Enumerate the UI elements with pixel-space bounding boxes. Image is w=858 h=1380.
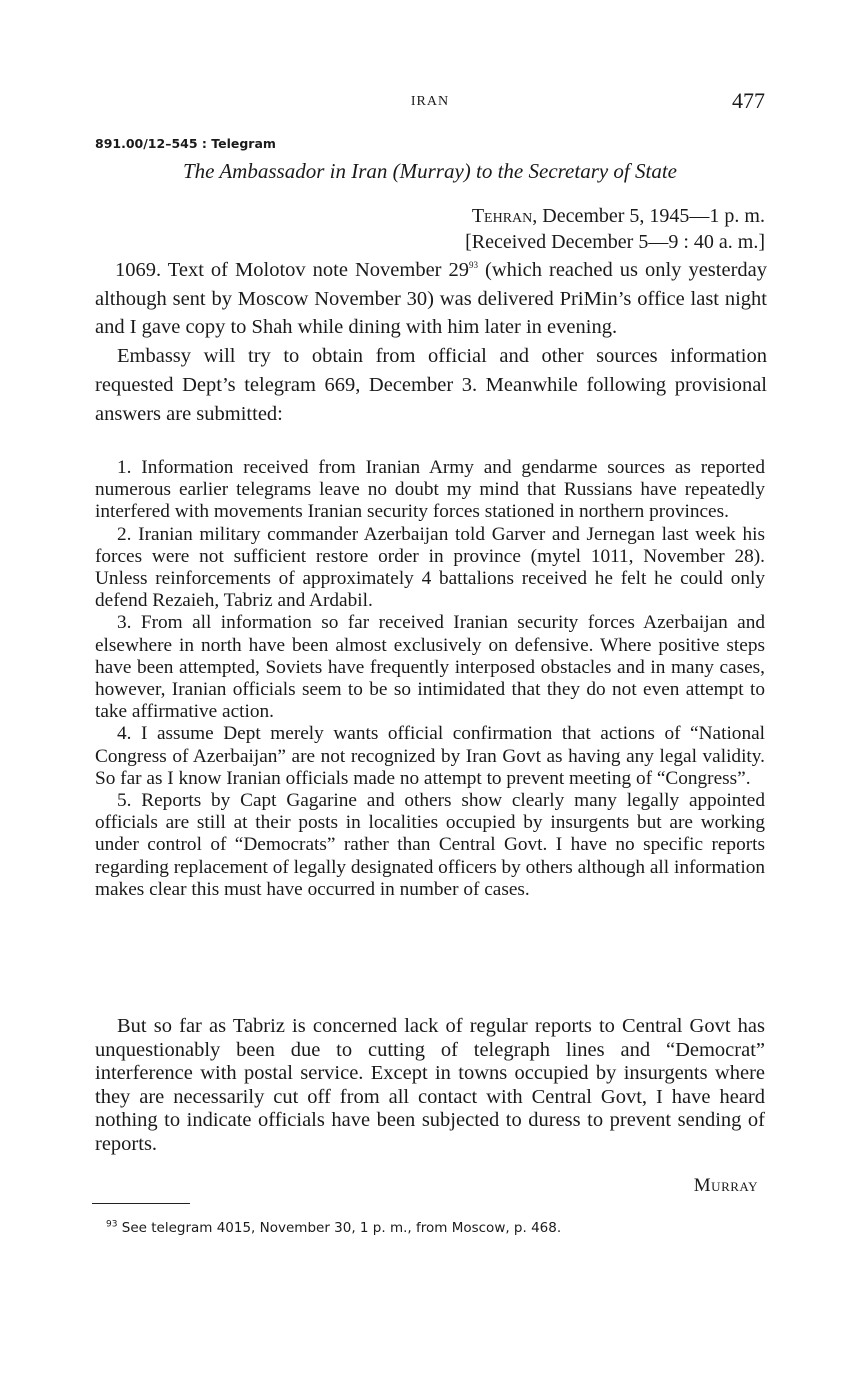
dateline-sent [465,203,765,229]
list-item: 4. I assume Dept merely wants official confirmation that actions of “National Congress of Azerbaijan” are not recognized by Iran Govt as having any legal validity. So far as I know Iranian officials made no attempt to prevent meeting of “Congress”. [95,723,765,789]
body-text [95,256,767,428]
closing-paragraph: But so far as Tabriz is concerned lack of regular reports to Central Govt has unquestionably been due to cutting of telegraph lines and “Democrat” interference with postal service. Except in towns occupied by insurgents where they are necessarily cut off from all contact with Central Govt, I have heard nothing to indicate officials have been subjected to duress to prevent sending of reports. [95,1015,765,1155]
dateline-date: , December 5, 1945—1 p. m. [532,205,765,227]
list-item: 1. Information received from Iranian Army and gendarme sources as reported numerous earlier telegrams leave no doubt my mind that Russians have repeatedly interfered with movements Iranian security forces stationed in northern provinces. [95,457,765,523]
running-title: IRAN [410,94,450,109]
footnote-mark: 93 [106,1219,118,1230]
footnote-reference: 93 [469,260,479,271]
page-number: 477 [732,88,765,113]
paragraph-1 [95,256,767,342]
list-item: 3. From all information so far received Iranian security forces Azerbaijan and elsewhere in north have been almost exclusively on defensive. Where positive steps have been attempted, Soviets have frequently interposed obstacles and in many cases, however, Iranian officials seem to be so intimidated that they do not even attempt to take affirmative action. [95,612,765,723]
paragraph-1-start: 1069. Text of Molotov note November 29 [115,259,470,281]
signature: Murray [693,1175,758,1196]
dateline-place: Tehran [471,205,533,227]
paragraph-1-rest: (which reached us only yesterday although sent by Moscow November 30) was delivered PriMin’s office last night and I gave copy to Shah while dining with him later in evening. [95,259,767,339]
list-item: 5. Reports by Capt Gagarine and others show clearly many legally appointed officials are still at their posts in localities occupied by insurgents but are working under control of “Democrats” rather than Central Govt. I have no specific reports regarding replacement of legally designated officers by others although all information makes clear this must have occurred in number of cases. [95,790,765,900]
file-reference: 891.00/12–545 : Telegram [95,136,276,151]
footnote [106,1220,561,1236]
dateline [465,203,765,255]
footnote-divider [92,1203,190,1204]
list-item: 2. Iranian military commander Azerbaijan told Garver and Jernegan last week his forces were not sufficient restore order in province (mytel 1011, November 28). Unless reinforcements of approximately 4 battalions received he felt he could only defend Rezaieh, Tabriz and Ardabil. [95,523,765,612]
footnote-text: See telegram 4015, November 30, 1 p. m., from Moscow, p. 468. [117,1220,562,1236]
document-title: The Ambassador in Iran (Murray) to the Secretary of State [182,159,678,183]
numbered-answers [95,457,765,901]
running-head [95,88,765,118]
closing-text [95,1015,765,1156]
dateline-received: [Received December 5—9 : 40 a. m.] [465,231,765,253]
paragraph-2: Embassy will try to obtain from official and other sources information requested Dept’s telegram 669, December 3. Meanwhile following provisional answers are submitted: [95,345,767,425]
